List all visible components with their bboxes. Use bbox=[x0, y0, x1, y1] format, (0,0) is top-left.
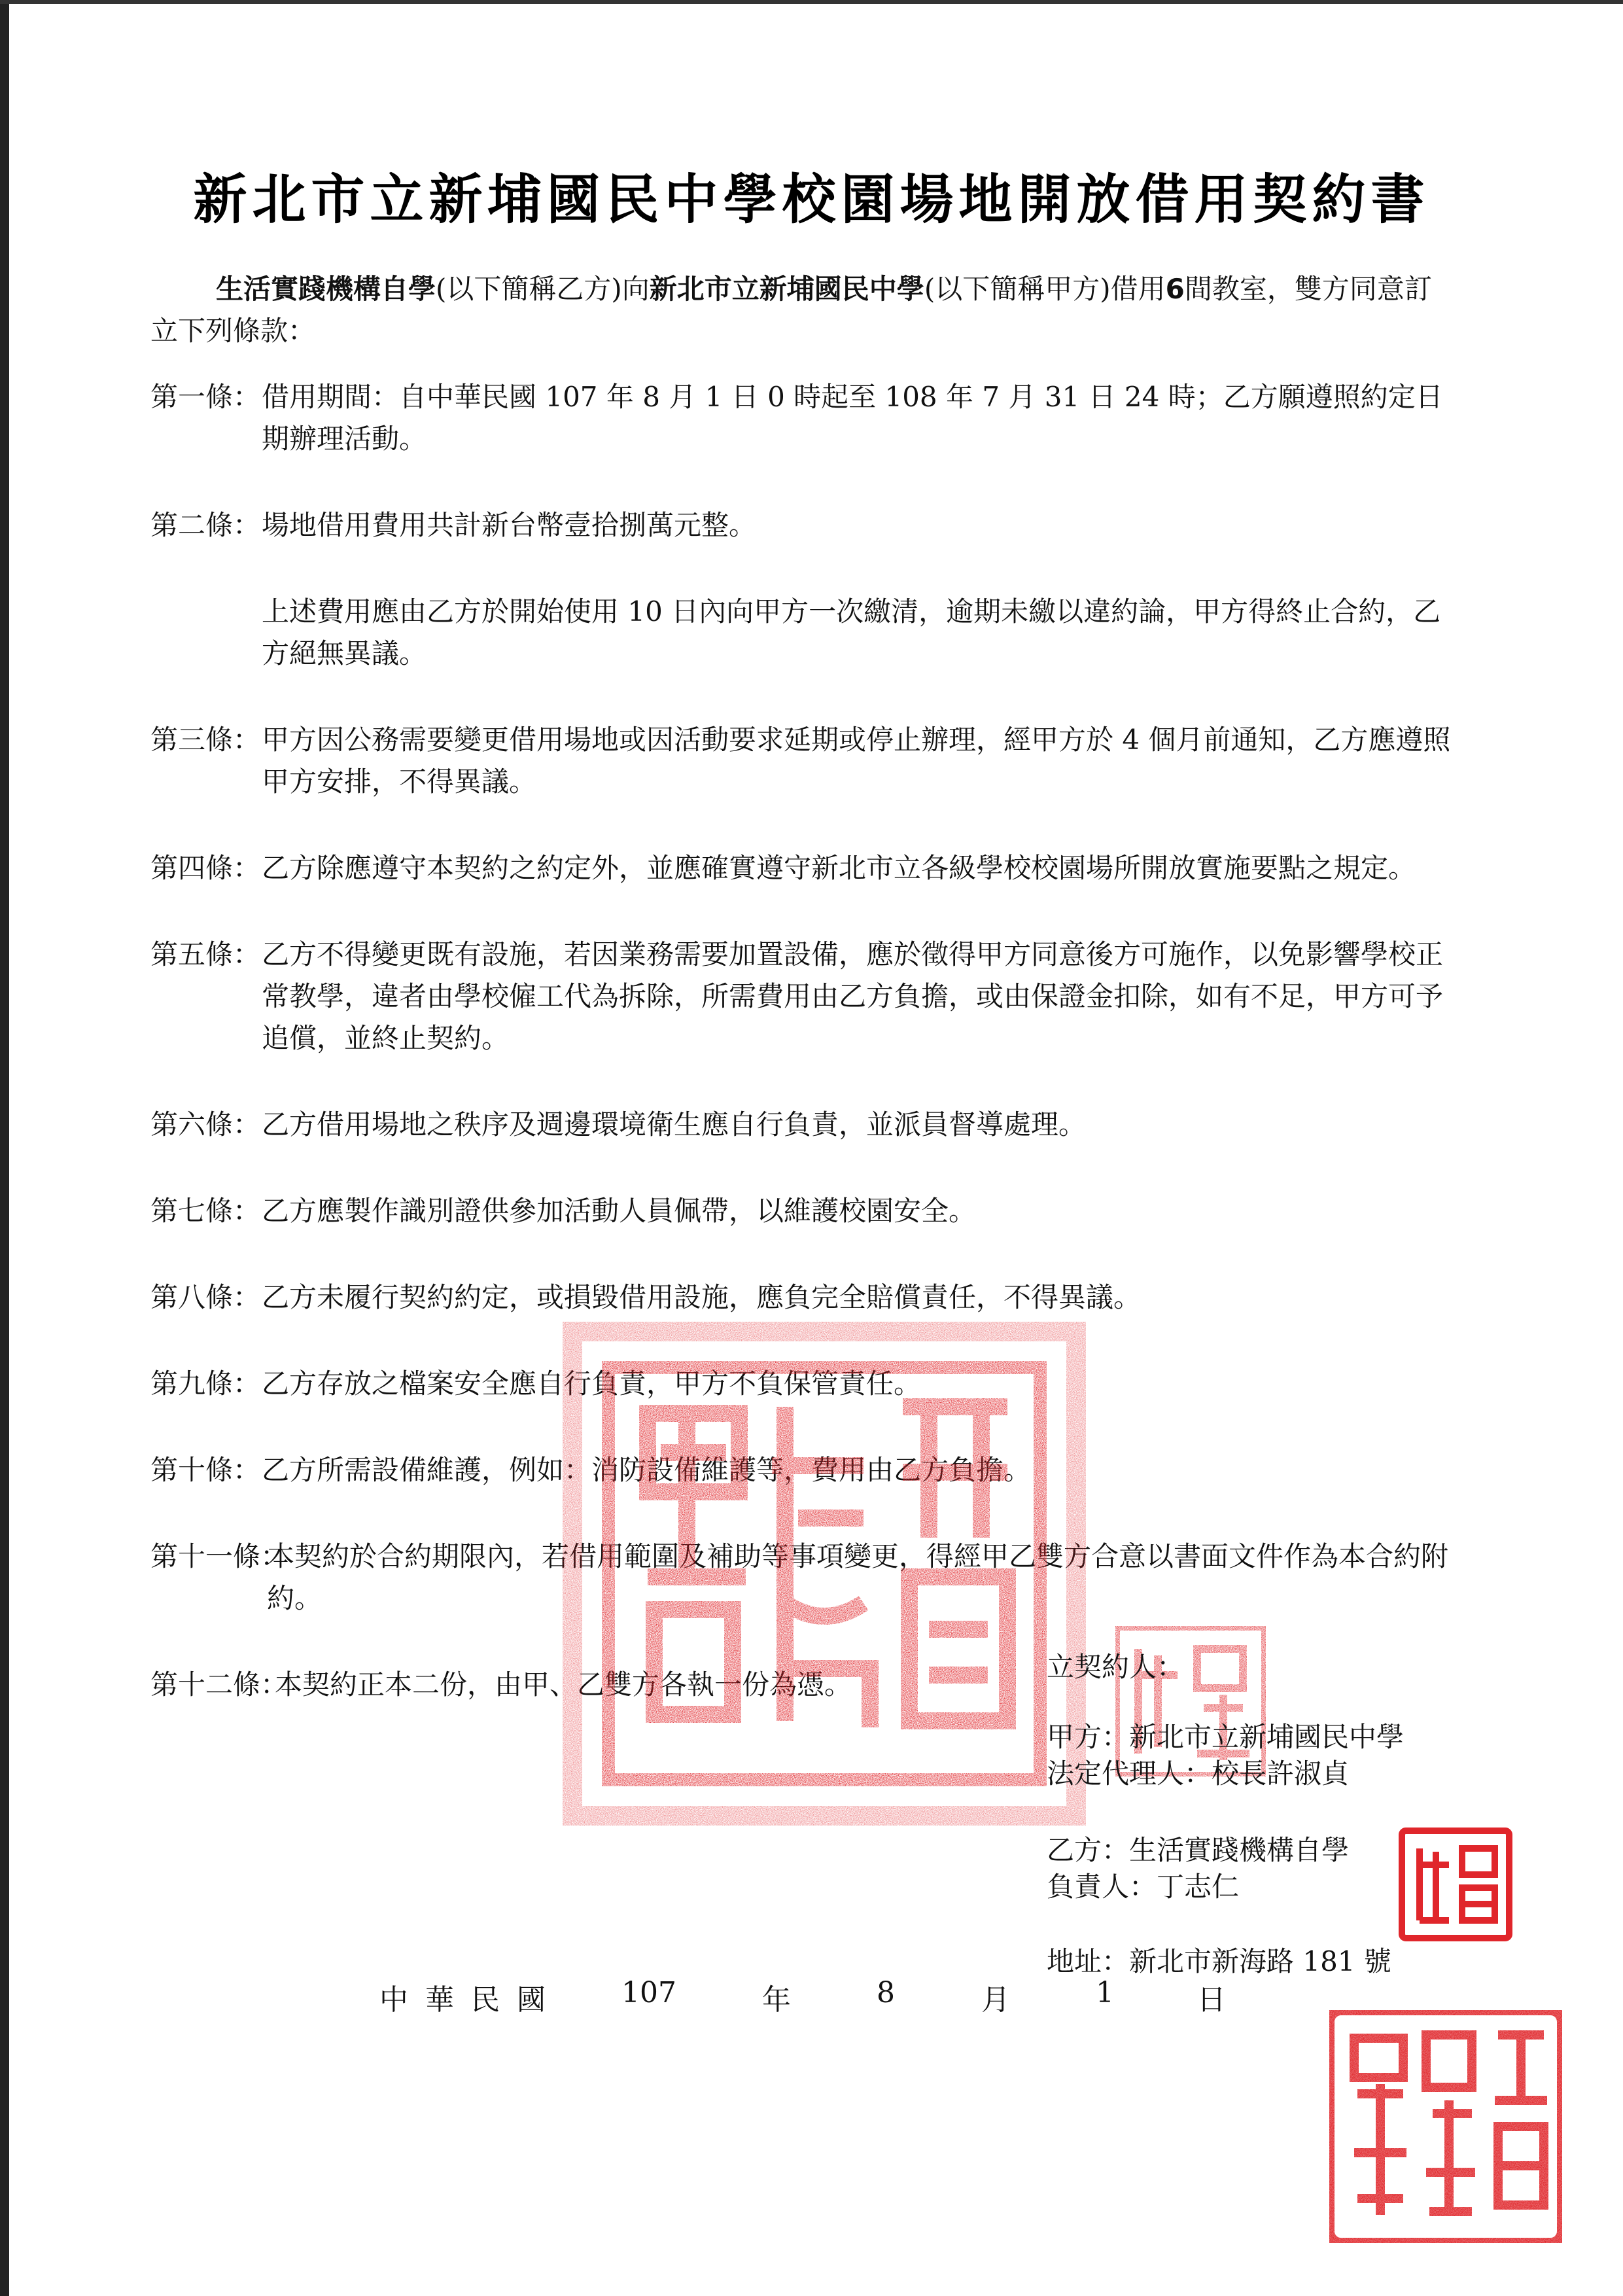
article-4: 第四條： 乙方除應遵守本契約之約定外，並應確實遵守新北市立各級學校校園場所開放實施要點之規定。 bbox=[150, 852, 1416, 884]
date-month-label: 月 bbox=[981, 1983, 1010, 2017]
article-12: 第十二條： 本契約正本二份，由甲、乙雙方各執一份為憑。 bbox=[150, 1669, 852, 1701]
date-era: 中 華 民 國 bbox=[379, 1983, 550, 2017]
intro-paragraph: 生活實踐機構自學(以下簡稱乙方)向新北市立新埔國民中學(以下簡稱甲方)借用6間教室，雙方同意訂立下列條款： bbox=[150, 273, 1432, 347]
party-b-name: 乙方：生活實踐機構自學 bbox=[1047, 1834, 1350, 1866]
date-day-label: 日 bbox=[1197, 1983, 1226, 2017]
scan-edge-top bbox=[0, 0, 1623, 4]
article-1: 第一條： 借用期間：自中華民國 107 年 8 月 1 日 0 時起至 108 年 7 月 31 日 24 時；乙方願遵照約定日期辦理活動。 bbox=[150, 381, 1443, 455]
article-11: 第十一條： 本契約於合約期限內，若借用範圍及補助等事項變更，得經甲乙雙方合意以書面文件作為本合約附約。 bbox=[150, 1540, 1449, 1614]
article-8: 第八條： 乙方未履行契約約定，或損毀借用設施，應負完全賠償責任，不得異議。 bbox=[150, 1281, 1142, 1313]
classroom-count: 6 bbox=[1165, 273, 1185, 305]
article-5: 第五條： 乙方不得變更既有設施，若因業務需要加置設備，應於徵得甲方同意後方可施作，以免影響學校正常教學，違者由學校僱工代為拆除，所需費用由乙方負擔，或由保證金扣除，如有不足，甲方可予追償，並終止契約。 bbox=[150, 938, 1444, 1054]
article-7: 第七條： 乙方應製作識別證供參加活動人員佩帶，以維護校園安全。 bbox=[150, 1195, 977, 1227]
signatory-heading: 立契約人： bbox=[1047, 1651, 1185, 1683]
party-b-representative: 負責人：丁志仁 bbox=[1047, 1871, 1240, 1903]
date-year: 107 bbox=[621, 1976, 676, 2009]
party-a-name: 甲方：新北市立新埔國民中學 bbox=[1047, 1721, 1405, 1753]
party-a-representative: 法定代理人：校長許淑貞 bbox=[1047, 1757, 1350, 1790]
organization-seal-stamp bbox=[1321, 2002, 1570, 2251]
article-2: 第二條： 場地借用費用共計新台幣壹拾捌萬元整。 上述費用應由乙方於開始使用 10 日內向甲方一次繳清，逾期未繳以違約論，甲方得終止合約，乙方絕無異議。 bbox=[150, 509, 1441, 669]
document-title: 新北市立新埔國民中學校園場地開放借用契約書 bbox=[193, 169, 1430, 231]
party-b-address: 地址：新北市新海路 181 號 bbox=[1047, 1945, 1391, 1977]
article-10: 第十條： 乙方所需設備維護，例如：消防設備維護等，費用由乙方負擔。 bbox=[150, 1454, 1032, 1486]
seal-ink bbox=[1402, 1831, 1509, 1938]
article-3: 第三條： 甲方因公務需要變更借用場地或因活動要求延期或停止辦理，經甲方於 4 個月前通知，乙方應遵照甲方安排，不得異議。 bbox=[150, 724, 1451, 798]
scan-edge-left bbox=[0, 0, 9, 2296]
seal-ink bbox=[1329, 2010, 1562, 2243]
school-seal-stamp bbox=[536, 1302, 1112, 1845]
article-6: 第六條： 乙方借用場地之秩序及週邊環境衛生應自行負責，並派員督導處理。 bbox=[150, 1108, 1087, 1140]
date-year-label: 年 bbox=[762, 1983, 791, 2017]
date-day: 1 bbox=[1096, 1976, 1114, 2009]
borrower-name: 生活實踐機構自學 bbox=[216, 273, 436, 305]
lender-name: 新北市立新埔國民中學 bbox=[649, 273, 924, 305]
date-month: 8 bbox=[877, 1976, 895, 2009]
article-9: 第九條： 乙方存放之檔案安全應自行負責，甲方不負保管責任。 bbox=[150, 1368, 922, 1400]
representative-seal-stamp bbox=[1397, 1826, 1514, 1943]
seal-ink bbox=[563, 1322, 1086, 1826]
